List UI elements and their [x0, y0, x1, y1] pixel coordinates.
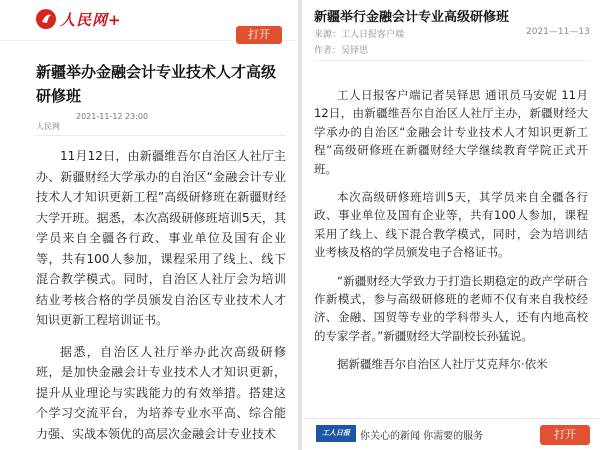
divider — [36, 135, 286, 136]
article-title: 新疆举行金融会计专业高级研修班 — [314, 10, 510, 25]
panel-divider — [298, 0, 302, 450]
article-body — [314, 86, 588, 384]
workers-daily-article-panel — [304, 0, 600, 450]
divider — [314, 60, 590, 61]
workers-daily-logo: 工人日报 — [316, 425, 356, 442]
paragraph: “新疆财经大学致力于打造长期稳定的政产学研合作新模式，参与高级研修班的老师不仅有来自我校经济、金融、国贸等专业的学科带头人，还有内地高校的专家学者。”新疆财经大学副校长孙猛说。 — [314, 273, 588, 343]
article-body — [36, 146, 286, 450]
people-daily-article-panel — [0, 0, 296, 450]
article-author: 作者：吴铎思 — [314, 46, 369, 56]
paragraph: 本次高级研修班培训5天，其学员来自全疆各行政、事业单位及国有企业等，共有100人参加，课程采用了线上、线下混合教学模式，同时，会为培训结业考核及格的学员颁发电子合格证书。 — [314, 190, 588, 260]
article-date: 2021—11—13 — [526, 27, 590, 37]
open-app-button[interactable]: 打开 — [540, 425, 590, 445]
paragraph: 据悉，自治区人社厅举办此次高级研修班，是加快金融会计专业技术人才知识更新，提升从业理论与实践能力的有效举措。搭建这个学习交流平台，为培养专业水平高、综合能力强、实战本领优的高层次金融会计专业技术 — [36, 344, 286, 441]
banner-tagline: 你关心的新闻 你需要的服务 — [360, 431, 484, 442]
article-source: 来源：工人日报客户端 — [314, 30, 405, 40]
article-source: 人民网 — [36, 122, 60, 131]
paragraph: 据新疆维吾尔自治区人社厅艾克拜尔·依米 — [337, 357, 548, 372]
article-date: 2021-11-12 23:00 — [76, 112, 149, 121]
paragraph: 工人日报客户端记者吴铎思 通讯员马安妮 11月12日，由新疆维吾尔自治区人社厅主办，新疆财经大学承办的自治区“金融会计专业技术人才知识更新工程”高级研修班在新疆财经大学继续教育学院正式开班。 — [314, 88, 588, 176]
open-app-button[interactable]: 打开 — [236, 26, 282, 44]
people-daily-logo-icon — [36, 9, 56, 29]
app-download-banner — [304, 418, 600, 450]
paragraph: 11月12日，由新疆维吾尔自治区人社厅主办、新疆财经大学承办的自治区“金融会计专业技术人才知识更新工程”高级研修班在新疆财经大学开班。据悉，本次高级研修班培训5天，其学员来自全疆各行政、事业单位及国有企业等，共有100人参加，课程采用了线上、线下混合教学模式。同时，自治区人社厅会为培训结业考核合格的学员颁发自治区专业技术人才知识更新工程培训证书。 — [36, 149, 286, 327]
app-logo-text: 人民网+ — [60, 11, 122, 29]
article-title: 新疆举办金融会计专业技术人才高级研修班 — [36, 63, 277, 105]
